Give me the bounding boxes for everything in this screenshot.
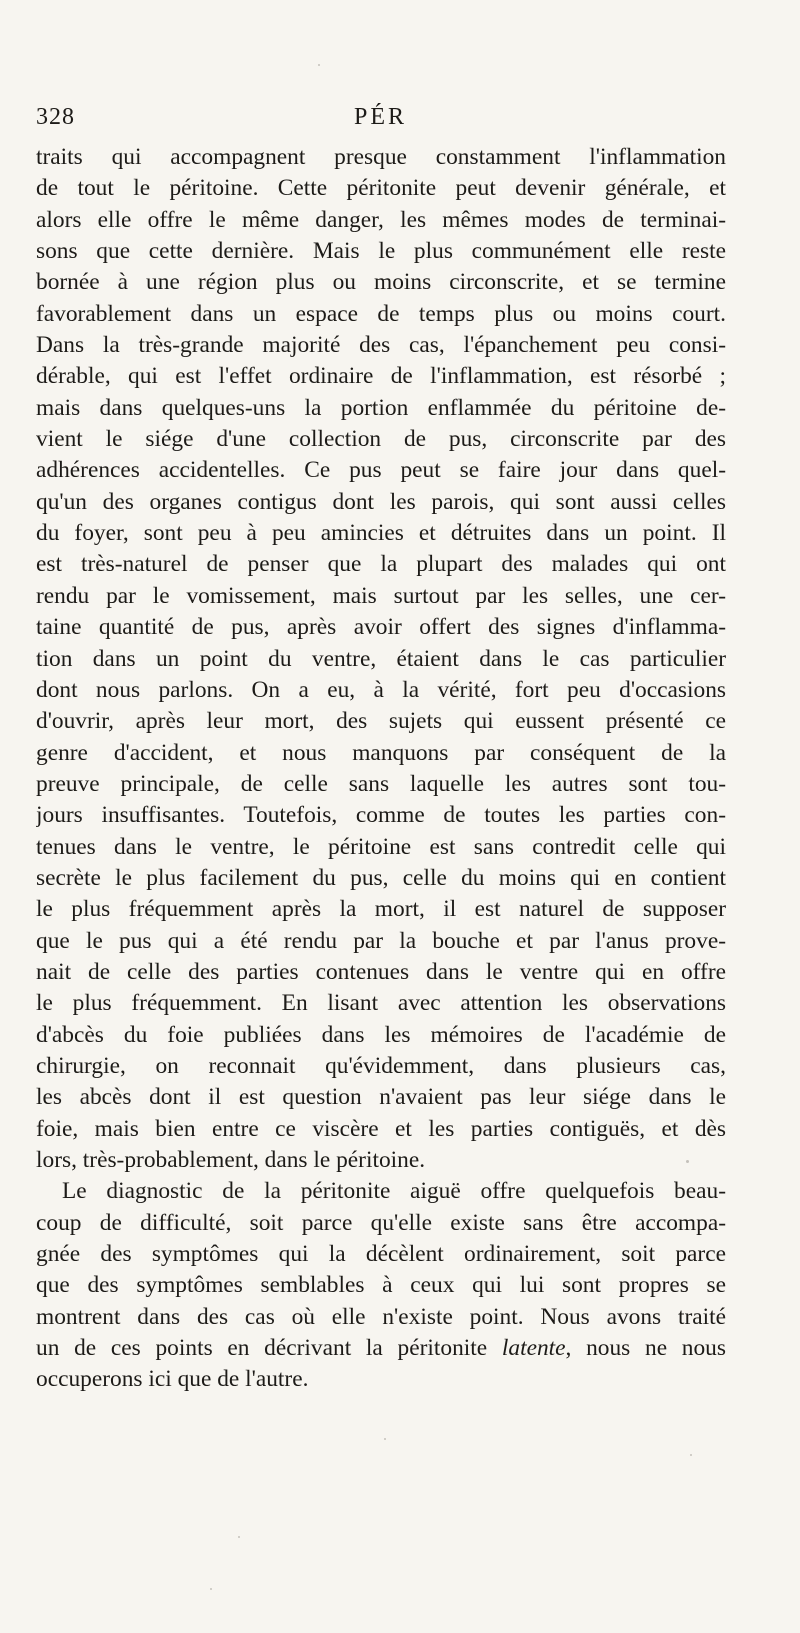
text-line: le plus fréquemment après la mort, il est naturel de supposer (36, 896, 726, 923)
text-line: occuperons ici que de l'autre. (36, 1366, 309, 1393)
text-line: favorablement dans un espace de temps plus ou moins court. (36, 300, 726, 327)
text-line: gnée des symptômes qui la décèlent ordinairement, soit parce (36, 1241, 726, 1268)
text-line: que le pus qui a été rendu par la bouche et par l'anus prove- (36, 927, 726, 954)
text-line: tion dans un point du ventre, étaient dans le cas particulier (36, 645, 726, 672)
text-line: jours insuffisantes. Toutefois, comme de toutes les parties con- (36, 802, 726, 829)
paragraph-1 (36, 142, 726, 1176)
paper-speck (384, 1438, 386, 1440)
page-number: 328 (36, 104, 75, 130)
text-line: dérable, qui est l'effet ordinaire de l'inflammation, est résorbé ; (36, 363, 726, 390)
text-line: d'ouvrir, après leur mort, des sujets qui eussent présenté ce (36, 708, 726, 735)
body-text (36, 142, 726, 1396)
text-line: foie, mais bien entre ce viscère et les parties contiguës, et dès (36, 1115, 726, 1142)
text-line-with-italic (36, 1333, 726, 1364)
text-line: dont nous parlons. On a eu, à la vérité, fort peu d'occasions (36, 676, 726, 703)
text-line: qu'un des organes contigus dont les parois, qui sont aussi celles (36, 488, 726, 515)
text-line: sons que cette dernière. Mais le plus communément elle reste (36, 238, 726, 265)
text-line: coup de difficulté, soit parce qu'elle existe sans être accompa- (36, 1209, 726, 1236)
text-line: rendu par le vomissement, mais surtout par les selles, une cer- (36, 582, 726, 609)
text-line: vient le siége d'une collection de pus, circonscrite par des (36, 426, 726, 453)
text-line: Dans la très-grande majorité des cas, l'épanchement peu consi- (36, 332, 726, 359)
text-line: genre d'accident, et nous manquons par conséquent de la (36, 739, 726, 766)
text-line: que des symptômes semblables à ceux qui lui sont propres se (36, 1272, 726, 1299)
running-head: PÉR (354, 104, 408, 130)
text-line: de tout le péritoine. Cette péritonite peut devenir générale, et (36, 175, 726, 202)
text-line: tenues dans le ventre, le péritoine est sans contredit celle qui (36, 833, 726, 860)
text-line: Le diagnostic de la péritonite aiguë offre quelquefois beau- (62, 1178, 726, 1205)
paper-speck (690, 1454, 692, 1456)
paper-speck (686, 1160, 689, 1163)
text-line: alors elle offre le même danger, les mêmes modes de terminai- (36, 206, 726, 233)
text-line: bornée à une région plus ou moins circonscrite, et se termine (36, 269, 726, 296)
text-line: mais dans quelques-uns la portion enflammée du péritoine de- (36, 394, 726, 421)
text-line: les abcès dont il est question n'avaient pas leur siége dans le (36, 1084, 726, 1111)
text-line: le plus fréquemment. En lisant avec attention les observations (36, 990, 726, 1017)
italic-term: latente (501, 1335, 566, 1362)
text-line: nait de celle des parties contenues dans le ventre qui en offre (36, 958, 726, 985)
text-line: lors, très-probablement, dans le péritoine. (36, 1147, 426, 1173)
text-line: adhérences accidentelles. Ce pus peut se faire jour dans quel- (36, 457, 726, 484)
text-line: d'abcès du foie publiées dans les mémoires de l'académie de (36, 1021, 726, 1048)
paper-speck (210, 1588, 212, 1590)
text-run: , nous ne nous (565, 1335, 726, 1362)
text-run: un de ces points en décrivant la péritonite (36, 1335, 502, 1362)
text-line: montrent dans des cas où elle n'existe point. Nous avons traité (36, 1303, 726, 1330)
text-line: chirurgie, on reconnait qu'évidemment, dans plusieurs cas, (36, 1052, 726, 1079)
text-line: preuve principale, de celle sans laquelle les autres sont tou- (36, 770, 726, 797)
text-line: secrète le plus facilement du pus, celle du moins qui en contient (36, 864, 726, 891)
page-header (36, 104, 726, 138)
paragraph-2 (36, 1176, 726, 1395)
text-line: taine quantité de pus, après avoir offert des signes d'inflamma- (36, 614, 726, 641)
paper-speck (318, 64, 320, 66)
text-line: est très-naturel de penser que la plupart des malades qui ont (36, 551, 726, 578)
paper-speck (238, 1536, 240, 1538)
text-line: traits qui accompagnent presque constamment l'inflammation (36, 144, 726, 170)
text-line: du foyer, sont peu à peu amincies et détruites dans un point. Il (36, 520, 726, 547)
